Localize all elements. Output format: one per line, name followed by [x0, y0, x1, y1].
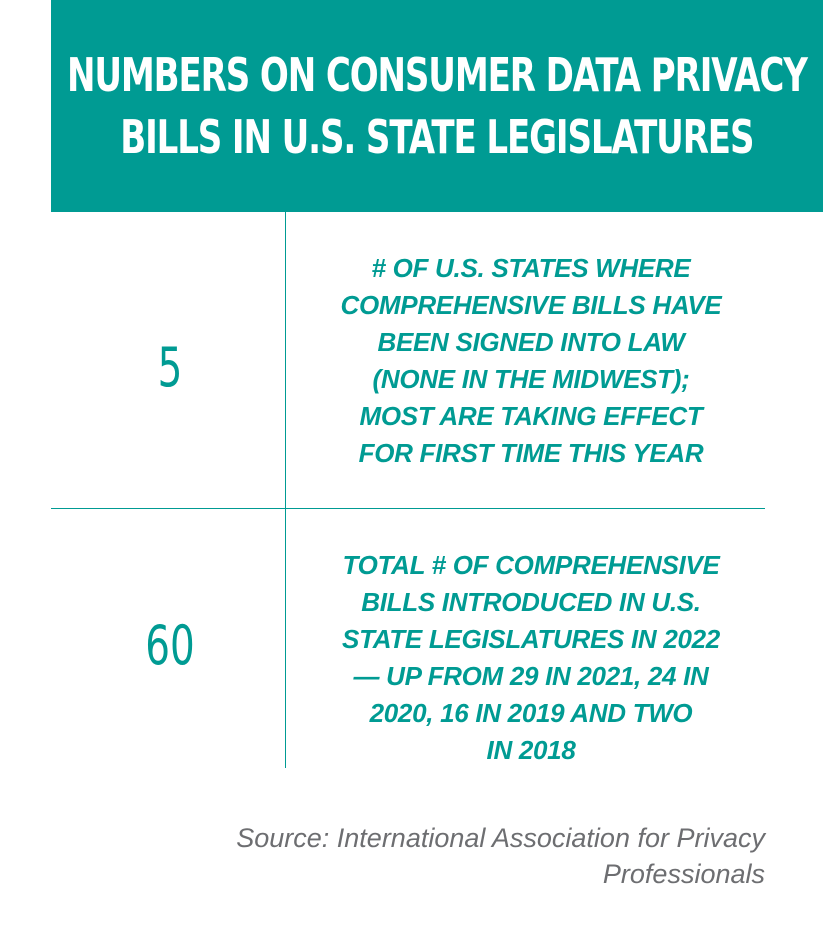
stat-description-line: IN 2018 — [486, 735, 576, 765]
stat-number-bills: 60 — [145, 614, 195, 677]
title-line-1: NUMBERS ON CONSUMER DATA PRIVACY — [67, 48, 807, 102]
source-line-2: Professionals — [602, 859, 765, 889]
row-divider — [51, 508, 765, 509]
stat-description-line: — UP FROM 29 IN 2021, 24 IN — [353, 661, 709, 691]
stat-description-line: 2020, 16 IN 2019 AND TWO — [369, 698, 693, 728]
stat-description-line: COMPREHENSIVE BILLS HAVE — [340, 290, 722, 320]
column-divider — [285, 212, 286, 768]
stat-description-line: STATE LEGISLATURES IN 2022 — [342, 624, 720, 654]
stat-description-states — [296, 250, 766, 472]
stat-description-line: FOR FIRST TIME THIS YEAR — [358, 438, 704, 468]
stat-description-line: (NONE IN THE MIDWEST); — [372, 364, 690, 394]
title-line-2: BILLS IN U.S. STATE LEGISLATURES — [120, 110, 754, 164]
stat-description-line: BEEN SIGNED INTO LAW — [377, 327, 685, 357]
stat-description-line: BILLS INTRODUCED IN U.S. — [361, 587, 701, 617]
source-line-1: Source: International Association for Privacy — [236, 823, 765, 853]
stat-description-bills — [296, 547, 766, 769]
stat-description-line: MOST ARE TAKING EFFECT — [359, 401, 703, 431]
stat-description-line: TOTAL # OF COMPREHENSIVE — [342, 550, 720, 580]
stat-description-line: # OF U.S. STATES WHERE — [371, 253, 691, 283]
stat-number-states: 5 — [157, 336, 183, 399]
title-banner — [51, 0, 823, 212]
source-citation — [125, 820, 765, 892]
